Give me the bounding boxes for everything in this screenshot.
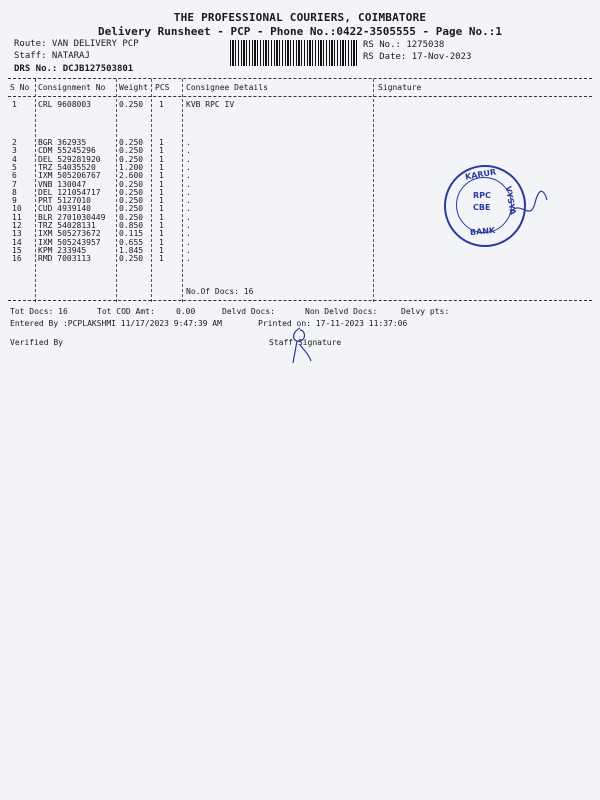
row-sno: 13 [12, 229, 22, 239]
row-details: KVB RPC IV [186, 100, 235, 109]
row-weight: 0.115 [119, 229, 144, 239]
stamp-text-top: KARUR [464, 167, 497, 182]
row-pcs: 1 [159, 146, 164, 156]
row-pcs: 1 [159, 204, 164, 214]
row-weight: 0.250 [119, 138, 144, 147]
row-weight: 0.250 [119, 154, 144, 164]
non-delvd-docs: Non Delvd Docs: [305, 307, 378, 316]
row-pcs: 1 [159, 245, 164, 255]
row-weight: 0.250 [119, 254, 144, 264]
col-divider [151, 79, 152, 302]
row-details: . [186, 187, 191, 197]
row-weight: 0.250 [119, 187, 144, 197]
row-pcs: 1 [159, 212, 164, 222]
row-sno: 7 [12, 179, 17, 189]
stamp-text-mid1: RPC [473, 191, 491, 200]
row-consignment: BLR 2701030449 [38, 212, 106, 222]
col-divider [182, 79, 183, 302]
col-header-signature: Signature [378, 83, 422, 92]
row-sno: 3 [12, 146, 17, 156]
row-weight: 0.250 [119, 204, 144, 214]
row-weight: 0.250 [119, 179, 144, 189]
row-pcs: 1 [159, 171, 164, 181]
row-weight: 2.600 [119, 171, 144, 181]
row-pcs: 1 [159, 196, 164, 206]
row-weight: 0.850 [119, 221, 144, 230]
row-consignment: DEL 121054717 [38, 187, 101, 197]
stamp-signature [505, 188, 550, 228]
row-sno: 8 [12, 187, 17, 197]
row-details: . [186, 146, 191, 156]
staff-signature-label: Staff Signature [269, 338, 342, 347]
col-divider [373, 79, 374, 302]
row-sno: 1 [12, 100, 17, 109]
row-pcs: 1 [159, 138, 164, 147]
row-details: . [186, 154, 191, 164]
row-consignment: VNB 130047 [38, 179, 87, 189]
row-pcs: 1 [159, 100, 164, 109]
row-pcs: 1 [159, 179, 164, 189]
row-consignment: CRL 9608003 [38, 100, 91, 109]
row-consignment: CDM 55245296 [38, 146, 96, 156]
rs-date: RS Date: 17-Nov-2023 [363, 52, 472, 62]
row-details: . [186, 138, 191, 147]
delvd-docs: Delvd Docs: [222, 307, 275, 316]
drs-number: DRS No.: DCJB127503801 [14, 64, 134, 74]
row-weight: 1.845 [119, 245, 144, 255]
staff-label: Staff: NATARAJ [14, 51, 90, 61]
printed-on: Printed on: 17-11-2023 11:37:06 [258, 319, 408, 328]
row-weight: 0.250 [119, 196, 144, 206]
row-sno: 14 [12, 237, 22, 247]
col-divider [35, 79, 36, 302]
row-consignment: TRZ 54035520 [38, 162, 96, 172]
row-details: . [186, 171, 191, 181]
row-details: . [186, 162, 191, 172]
row-consignment: TRZ 54028131 [38, 221, 96, 230]
col-header-sno: S No [10, 83, 30, 92]
delvy-pts: Delvy pts: [401, 307, 450, 316]
route-label: Route: VAN DELIVERY PCP [14, 39, 139, 49]
row-pcs: 1 [159, 162, 164, 172]
row-pcs: 1 [159, 254, 164, 264]
row-details: . [186, 221, 191, 230]
row-sno: 10 [12, 204, 22, 214]
row-pcs: 1 [159, 187, 164, 197]
row-consignment: IXM 505206767 [38, 171, 101, 181]
table-top-rule [8, 78, 592, 79]
row-weight: 0.250 [119, 100, 144, 109]
row-consignment: RMD 7003113 [38, 254, 91, 264]
stamp-text-right: VYSYA [503, 185, 518, 216]
rs-number: RS No.: 1275038 [363, 40, 445, 50]
row-sno: 5 [12, 162, 17, 172]
verified-by: Verified By [10, 338, 63, 347]
row-details: . [186, 212, 191, 222]
row-sno: 15 [12, 245, 22, 255]
col-header-pcs: PCS [155, 83, 170, 92]
row-consignment: DEL 529281920 [38, 154, 101, 164]
row-pcs: 1 [159, 154, 164, 164]
row-sno: 2 [12, 138, 17, 147]
row-consignment: IXM 505243957 [38, 237, 101, 247]
row-pcs: 1 [159, 237, 164, 247]
row-sno: 11 [12, 212, 22, 222]
row-weight: 0.655 [119, 237, 144, 247]
tot-cod-label: Tot COD Amt: [97, 307, 155, 316]
row-consignment: BGR 362935 [38, 138, 87, 147]
row-sno: 16 [12, 254, 22, 264]
row-details: . [186, 204, 191, 214]
row-weight: 1.200 [119, 162, 144, 172]
row-sno: 4 [12, 154, 17, 164]
col-header-consignee: Consignee Details [186, 83, 268, 92]
row-details: . [186, 254, 191, 264]
table-header-rule [8, 96, 592, 97]
row-details: . [186, 237, 191, 247]
entered-by: Entered By :PCPLAKSHMI 11/17/2023 9:47:39 AM [10, 319, 222, 328]
stamp-text-bottom: BANK [469, 225, 496, 238]
row-consignment: KPM 233945 [38, 245, 87, 255]
row-pcs: 1 [159, 221, 164, 230]
row-details: . [186, 245, 191, 255]
row-weight: 0.250 [119, 146, 144, 156]
row-sno: 6 [12, 171, 17, 181]
row-consignment: PRT 5127010 [38, 196, 91, 206]
tot-docs: Tot Docs: 16 [10, 307, 68, 316]
row-consignment: CUD 4939140 [38, 204, 91, 214]
row-details: . [186, 179, 191, 189]
table-bottom-rule [8, 300, 592, 301]
row-details: . [186, 229, 191, 239]
company-title: THE PROFESSIONAL COURIERS, COIMBATORE [173, 11, 427, 24]
col-header-consignment: Consignment No [38, 83, 106, 92]
col-divider [116, 79, 117, 302]
stamp-text-mid2: CBE [473, 203, 491, 212]
row-pcs: 1 [159, 229, 164, 239]
row-sno: 9 [12, 196, 17, 206]
tot-cod-amount: 0.00 [176, 307, 196, 316]
runsheet-subtitle: Delivery Runsheet - PCP - Phone No.:0422-3505555 - Page No.:1 [98, 25, 502, 38]
barcode [230, 40, 358, 66]
row-consignment: IXM 505273672 [38, 229, 101, 239]
no-of-docs: No.Of Docs: 16 [186, 287, 254, 296]
row-sno: 12 [12, 221, 22, 230]
row-weight: 0.250 [119, 212, 144, 222]
staff-signature [285, 325, 315, 367]
row-details: . [186, 196, 191, 206]
col-header-weight: Weight [119, 83, 148, 92]
